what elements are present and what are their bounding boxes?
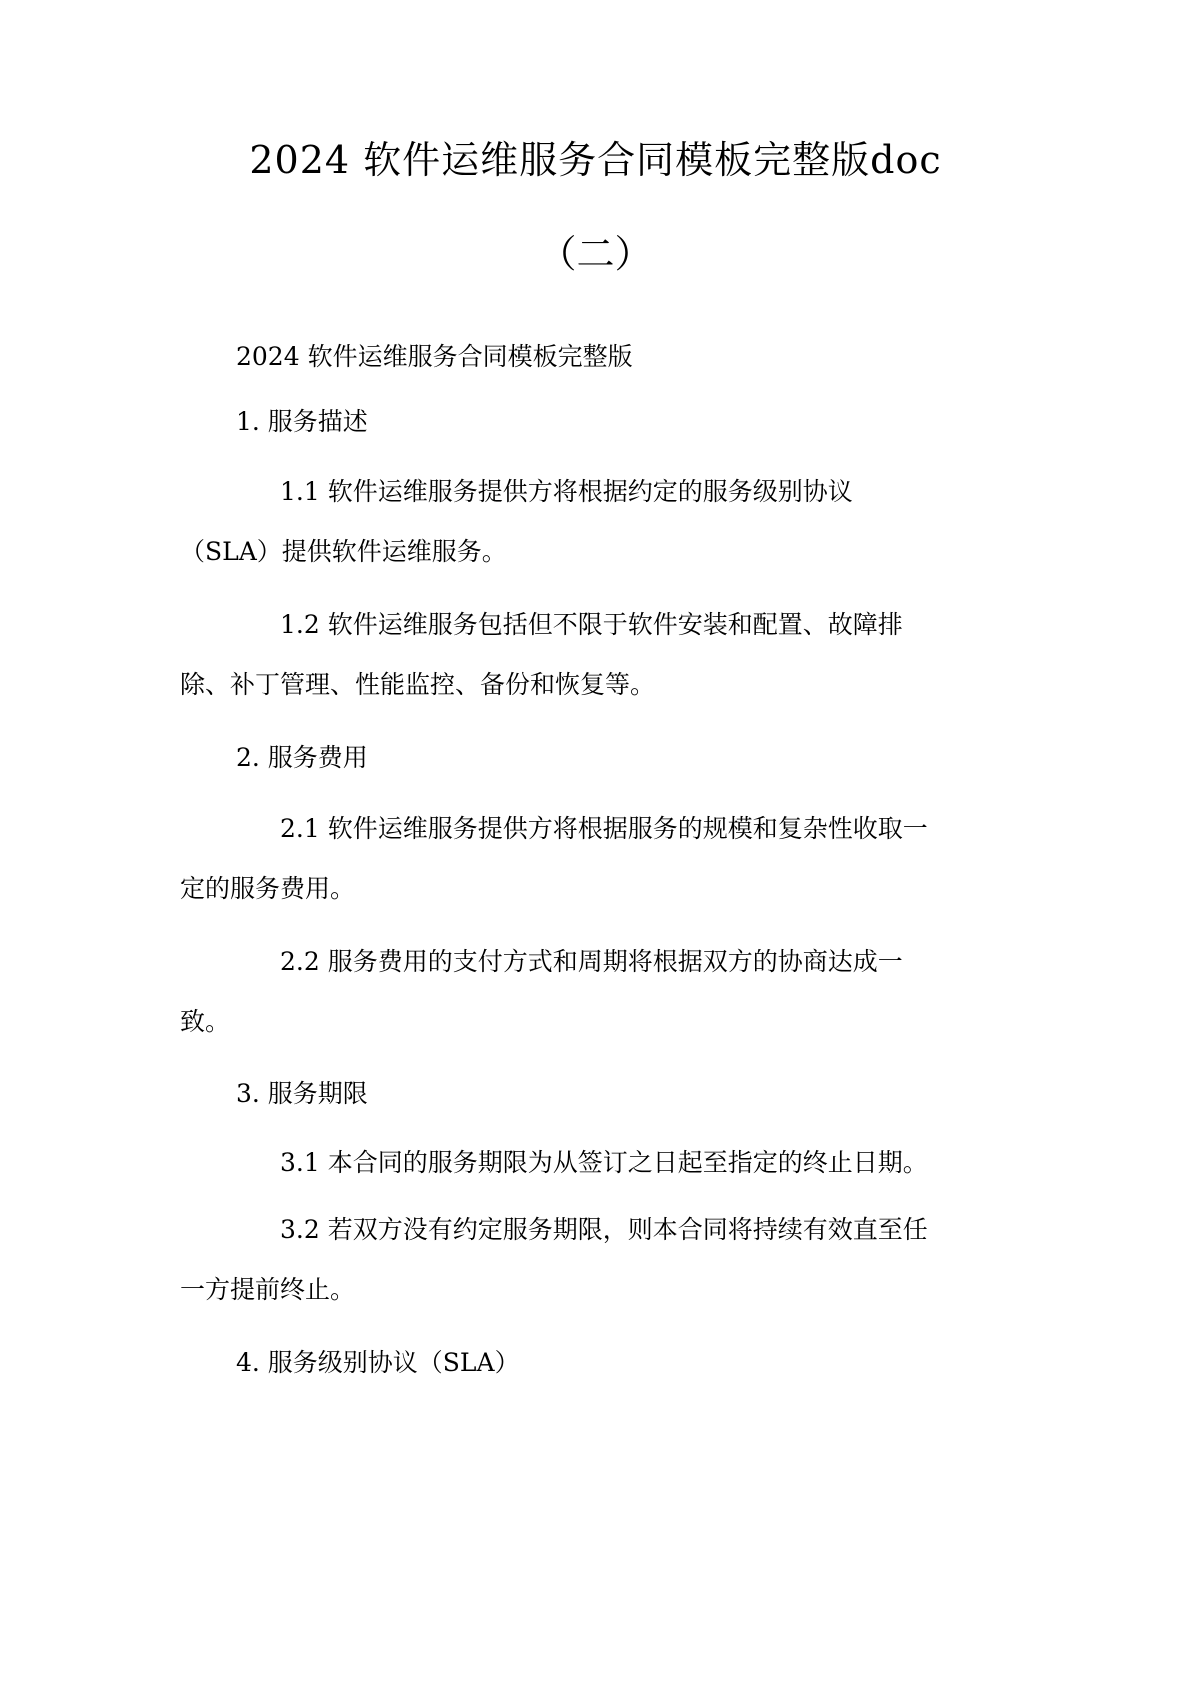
clause-line: 1.1 软件运维服务提供方将根据约定的服务级别协议 <box>280 477 853 506</box>
document-title: 2024 软件运维服务合同模板完整版doc <box>249 138 942 182</box>
clause-line: 2.1 软件运维服务提供方将根据服务的规模和复杂性收取一 <box>280 814 928 843</box>
clause-continuation: 定的服务费用。 <box>180 874 356 903</box>
document-subtitle: （二） <box>538 232 653 276</box>
clause-line: 3.2 若双方没有约定服务期限，则本合同将持续有效直至任 <box>280 1215 928 1244</box>
section-heading: 4. 服务级别协议（SLA） <box>236 1348 520 1377</box>
section-heading: 2. 服务费用 <box>236 743 368 772</box>
clause-continuation: 致。 <box>180 1007 231 1036</box>
section-heading: 1. 服务描述 <box>236 407 368 436</box>
doc-heading: 2024 软件运维服务合同模板完整版 <box>236 342 633 371</box>
clause-continuation: （SLA）提供软件运维服务。 <box>180 537 507 566</box>
clause-line: 3.1 本合同的服务期限为从签订之日起至指定的终止日期。 <box>280 1148 928 1177</box>
clause-line: 2.2 服务费用的支付方式和周期将根据双方的协商达成一 <box>280 947 903 976</box>
section-heading: 3. 服务期限 <box>236 1079 368 1108</box>
clause-line: 1.2 软件运维服务包括但不限于软件安装和配置、故障排 <box>280 610 903 639</box>
clause-continuation: 除、补丁管理、性能监控、备份和恢复等。 <box>180 670 656 699</box>
clause-continuation: 一方提前终止。 <box>180 1275 356 1304</box>
